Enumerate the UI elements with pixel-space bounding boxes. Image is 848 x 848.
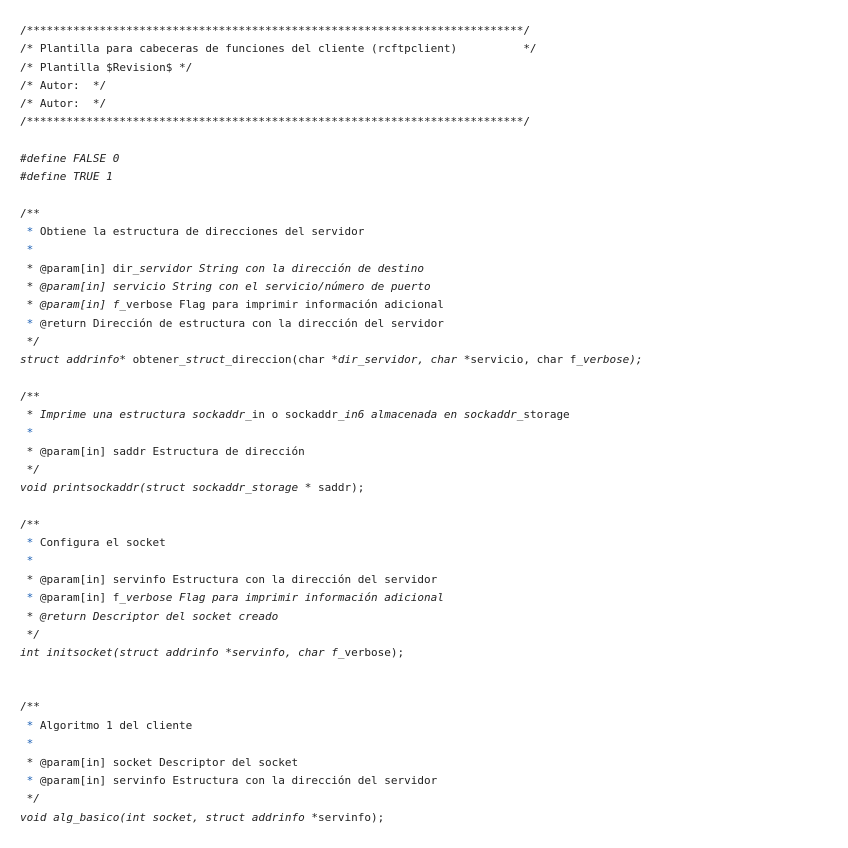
code-line: [20, 445, 305, 459]
code-token: _storage: [516, 408, 570, 421]
code-token: Configura el socket: [33, 536, 166, 549]
code-token: @return Dirección de estructura con la dirección del servidor: [33, 317, 444, 330]
code-token: Obtiene la estructura de direcciones del servidor: [33, 225, 365, 238]
code-token: [20, 243, 27, 256]
code-token: * Imprime una estructura sockaddr: [20, 408, 246, 421]
code-token: /***************************************************************************/: [20, 24, 530, 37]
code-line: [20, 573, 437, 587]
code-token: [20, 536, 27, 549]
code-token: _in o sockaddr: [245, 408, 338, 421]
code-token: /**: [20, 390, 40, 403]
code-line: [20, 225, 364, 239]
code-token: /* Autor: */: [20, 79, 107, 92]
code-token: /**: [20, 518, 40, 531]
code-line: [20, 298, 444, 312]
code-token: #define FALSE 0: [20, 152, 120, 165]
code-line: [20, 152, 119, 166]
code-token: /* Autor: */: [20, 97, 107, 110]
code-token: * @return Descriptor del socket creado: [20, 610, 279, 623]
code-token: Algoritmo 1 del cliente: [33, 719, 193, 732]
code-line: [20, 792, 40, 806]
code-token: #define TRUE 1: [20, 170, 113, 183]
code-token: *: [26, 426, 34, 439]
code-token: *: [26, 737, 34, 750]
code-token: * @param[in] servicio String con el servicio/número de puerto: [20, 280, 431, 293]
code-token: /***************************************************************************/: [20, 115, 530, 128]
code-line: [20, 591, 444, 605]
code-token: *: [26, 719, 34, 732]
code-token: /* Plantilla para cabeceras de funciones del cliente (rcftpclient) */: [20, 42, 537, 55]
code-token: * @param[in] saddr Estructura de dirección: [20, 445, 305, 458]
code-line: [20, 426, 33, 440]
code-line: [20, 97, 106, 111]
code-line: [20, 463, 40, 477]
code-line: [20, 24, 530, 38]
code-token: */: [20, 335, 40, 348]
code-token: struct addrinfo*: [20, 353, 126, 366]
code-token: void alg_basico(int socket, struct addrinfo: [20, 811, 312, 824]
code-token: @param[in] servinfo Estructura con la dirección del servidor: [33, 774, 438, 787]
code-line: [20, 390, 40, 404]
code-token: [20, 554, 27, 567]
code-line: [20, 262, 424, 276]
code-token: *servicio, char f: [463, 353, 577, 366]
code-line: [20, 79, 106, 93]
code-token: *: [26, 317, 34, 330]
code-token: int initsocket(struct addrinfo *servinfo, char f: [20, 646, 338, 659]
code-line: [20, 646, 404, 660]
code-token: _verbose Flag para imprimir información adicional: [119, 591, 444, 604]
code-token: * @param[in] socket Descriptor del socket: [20, 756, 299, 769]
code-token: obtener: [125, 353, 179, 366]
code-line: [20, 719, 192, 733]
code-line: [20, 42, 537, 56]
code-token: saddr);: [318, 481, 365, 494]
code-line: [20, 317, 444, 331]
code-token: [20, 719, 27, 732]
code-token: [20, 426, 27, 439]
code-token: [20, 317, 27, 330]
code-token: _verbose);: [576, 353, 643, 366]
code-token: *: [26, 591, 34, 604]
code-line: [20, 700, 40, 714]
code-token: *: [26, 243, 34, 256]
code-token: _struct: [178, 353, 226, 366]
code-line: [20, 610, 278, 624]
code-token: * @param[in] dir: [20, 262, 133, 275]
code-token: void printsockaddr(struct sockaddr_storage *: [20, 481, 319, 494]
code-token: *dir_servidor, char: [331, 353, 464, 366]
code-token: *: [26, 774, 34, 787]
code-token: _servidor String con la dirección de destino: [132, 262, 424, 275]
code-token: /**: [20, 207, 40, 220]
code-line: [20, 61, 192, 75]
code-line: [20, 481, 364, 495]
code-token: _in6 almacenada en sockaddr: [337, 408, 517, 421]
code-token: * @param[in] f: [20, 298, 120, 311]
code-token: @param[in] f: [33, 591, 120, 604]
code-line: [20, 756, 298, 770]
code-token: _direccion(char: [225, 353, 332, 366]
code-line: [20, 628, 40, 642]
code-line: [20, 518, 40, 532]
code-token: */: [20, 463, 40, 476]
code-token: /* Plantilla $Revision$ */: [20, 61, 193, 74]
code-token: *: [26, 225, 34, 238]
code-token: *servinfo);: [311, 811, 385, 824]
code-token: *: [26, 554, 34, 567]
code-line: [20, 280, 431, 294]
code-line: [20, 737, 33, 751]
code-token: [20, 737, 27, 750]
code-token: *: [26, 536, 34, 549]
code-token: _verbose);: [337, 646, 405, 659]
code-line: [20, 170, 113, 184]
code-line: [20, 408, 570, 422]
code-line: [20, 115, 530, 129]
code-token: /**: [20, 700, 40, 713]
code-line: [20, 774, 437, 788]
code-token: */: [20, 628, 40, 641]
code-token: */: [20, 792, 40, 805]
code-line: [20, 353, 643, 367]
code-line: [20, 207, 40, 221]
code-token: [20, 774, 27, 787]
code-line: [20, 335, 40, 349]
code-line: [20, 536, 166, 550]
code-token: * @param[in] servinfo Estructura con la dirección del servidor: [20, 573, 438, 586]
code-token: [20, 225, 27, 238]
code-token: _verbose Flag para imprimir información adicional: [119, 298, 444, 311]
code-line: [20, 243, 33, 257]
code-token: [20, 591, 27, 604]
code-line: [20, 554, 33, 568]
code-line: [20, 811, 384, 825]
